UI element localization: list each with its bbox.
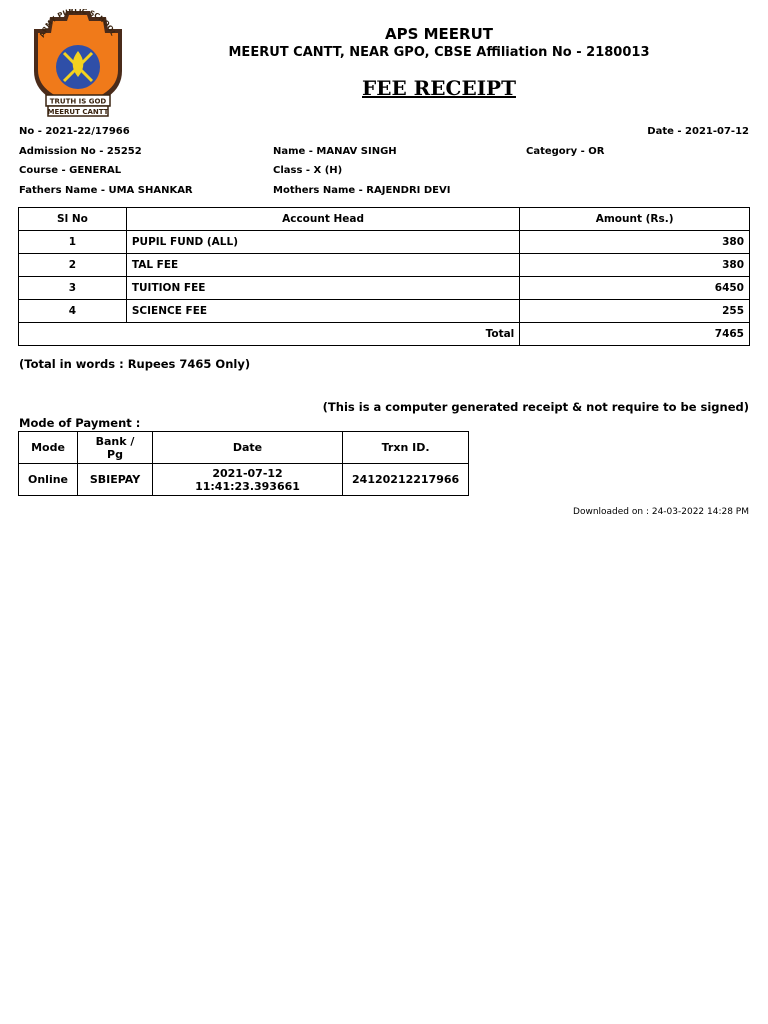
- sl-no-cell: 4: [19, 300, 127, 323]
- school-name: APS MEERUT: [384, 25, 493, 43]
- fathers-name: Fathers Name - UMA SHANKAR: [19, 185, 193, 196]
- downloaded-timestamp: Downloaded on : 24-03-2022 14:28 PM: [573, 507, 749, 517]
- column-header: Amount (Rs.): [520, 208, 750, 231]
- column-header: Account Head: [126, 208, 519, 231]
- amount-cell: 255: [520, 300, 750, 323]
- total-label: Total: [19, 323, 520, 346]
- sl-no-cell: 1: [19, 231, 127, 254]
- payment-table: [18, 431, 469, 496]
- receipt-number: No - 2021-22/17966: [19, 126, 130, 137]
- column-header: Date: [153, 432, 343, 464]
- fee-table-header: [19, 208, 750, 231]
- computer-generated-note: (This is a computer generated receipt & not require to be signed): [322, 400, 749, 414]
- column-header: Bank / Pg: [78, 432, 153, 464]
- table-row: [19, 231, 750, 254]
- sl-no-cell: 3: [19, 277, 127, 300]
- total-in-words: (Total in words : Rupees 7465 Only): [19, 357, 251, 371]
- payment-bank-cell: SBIEPAY: [78, 464, 153, 496]
- fee-table: [18, 207, 750, 346]
- total-row: [19, 323, 750, 346]
- school-address: MEERUT CANTT, NEAR GPO, CBSE Affiliation No - 2180013: [228, 45, 650, 60]
- amount-cell: 380: [520, 254, 750, 277]
- payment-mode-label: Mode of Payment :: [19, 416, 141, 430]
- account-head-cell: TUITION FEE: [126, 277, 519, 300]
- column-header: Sl No: [19, 208, 127, 231]
- payment-mode-cell: Online: [19, 464, 78, 496]
- column-header: Trxn ID.: [343, 432, 469, 464]
- amount-cell: 6450: [520, 277, 750, 300]
- receipt-date: Date - 2021-07-12: [647, 126, 749, 137]
- student-class: Class - X (H): [273, 165, 343, 176]
- logo-place: MEERUT CANTT: [47, 108, 109, 116]
- student-course: Course - GENERAL: [19, 165, 122, 176]
- account-head-cell: PUPIL FUND (ALL): [126, 231, 519, 254]
- column-header: Mode: [19, 432, 78, 464]
- total-amount: 7465: [520, 323, 750, 346]
- account-head-cell: SCIENCE FEE: [126, 300, 519, 323]
- receipt-title: FEE RECEIPT: [362, 76, 516, 100]
- student-category: Category - OR: [526, 146, 605, 157]
- payment-trxn-cell: 24120212217966: [343, 464, 469, 496]
- payment-date-cell: 2021-07-12 11:41:23.393661: [153, 464, 343, 496]
- admission-number: Admission No - 25252: [19, 146, 142, 157]
- table-row: [19, 277, 750, 300]
- payment-table-header: [19, 432, 469, 464]
- amount-cell: 380: [520, 231, 750, 254]
- table-row: [19, 254, 750, 277]
- logo-arc-text: ARMY PUBLIC SCHOOL: [38, 9, 118, 39]
- sl-no-cell: 2: [19, 254, 127, 277]
- logo-motto: TRUTH IS GOD: [49, 97, 107, 106]
- account-head-cell: TAL FEE: [126, 254, 519, 277]
- table-row: [19, 464, 469, 496]
- mothers-name: Mothers Name - RAJENDRI DEVI: [273, 185, 451, 196]
- student-name: Name - MANAV SINGH: [273, 146, 397, 157]
- table-row: [19, 300, 750, 323]
